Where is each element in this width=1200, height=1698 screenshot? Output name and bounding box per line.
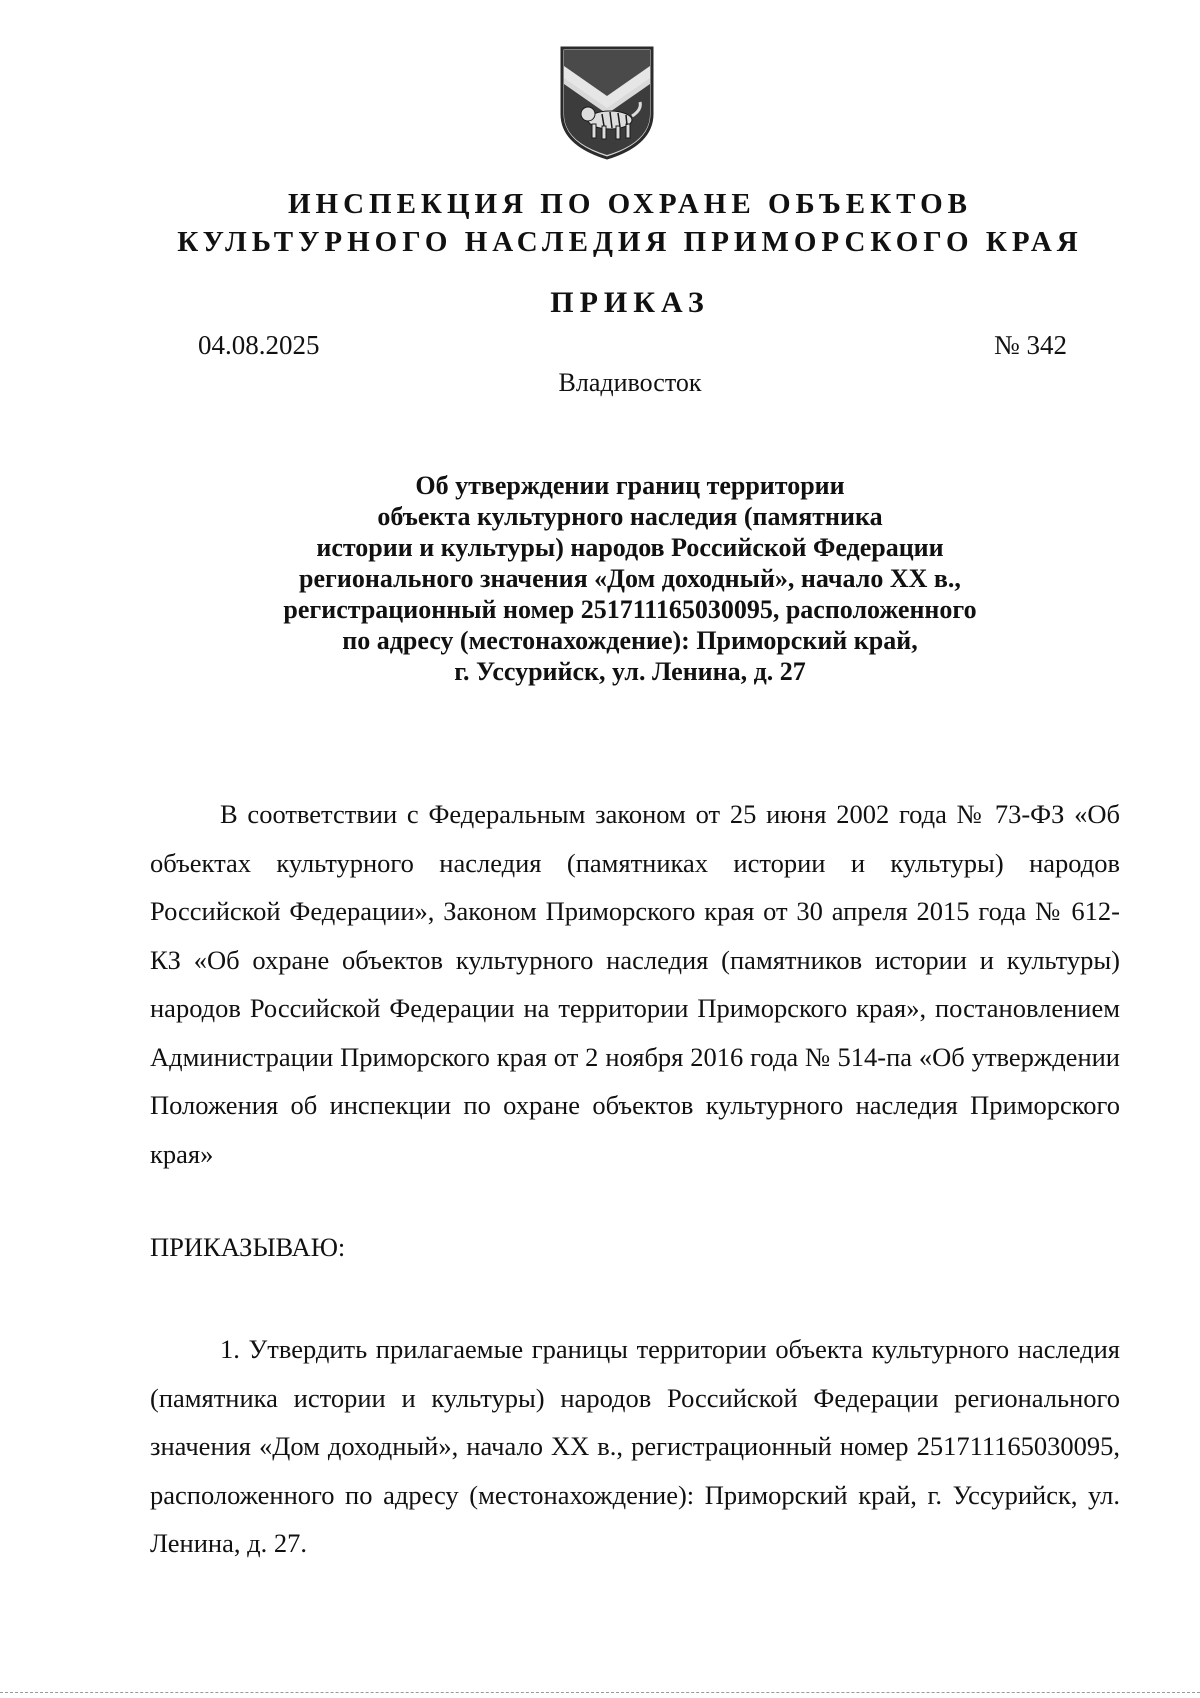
organization-name-line1: ИНСПЕКЦИЯ ПО ОХРАНЕ ОБЪЕКТОВ <box>287 188 973 220</box>
order-item-1: 1. Утвердить прилагаемые границы территории объекта культурного наследия (памятника истории и культуры) народов Российской Федерации регионального значения «Дом доходный», начало XX в., регистрационный номер 251711165030095, расположенного по адресу (местонахождение): Приморский край, г. Уссурийск, ул. Ленина, д. 27. <box>150 1334 1120 1558</box>
title-line: по адресу (местонахождение): Приморский край, <box>342 626 918 655</box>
primorsky-krai-coat-of-arms-icon <box>558 44 656 162</box>
preamble-paragraph: В соответствии с Федеральным законом от 25 июня 2002 года № 73-ФЗ «Об объектах культурного наследия (памятниках истории и культуры) народов Российской Федерации», Законом Приморского края от 30 апреля 2015 года № 612-КЗ «Об охране объектов культурного наследия (памятников истории и культуры) народов Российской Федерации на территории Приморского края», постановлением Администрации Приморского края от 2 ноября 2016 года № 514-па «Об утверждении Положения об инспекции по охране объектов культурного наследия Приморского края» <box>150 799 1120 1169</box>
title-line: Об утверждении границ территории <box>415 471 845 500</box>
document-type: ПРИКАЗ <box>550 286 710 319</box>
document-title <box>230 470 1030 687</box>
organization-name-line2: КУЛЬТУРНОГО НАСЛЕДИЯ ПРИМОРСКОГО КРАЯ <box>177 226 1083 258</box>
title-line: регионального значения «Дом доходный», начало XX в., <box>299 564 961 593</box>
order-heading: ПРИКАЗЫВАЮ: <box>150 1232 346 1262</box>
title-line: истории и культуры) народов Российской Федерации <box>316 533 944 562</box>
title-line: объекта культурного наследия (памятника <box>377 502 883 531</box>
title-line: регистрационный номер 251711165030095, расположенного <box>283 595 977 624</box>
document-place: Владивосток <box>558 368 702 397</box>
document-number: № 342 <box>993 330 1067 360</box>
page-bottom-edge <box>0 1692 1200 1693</box>
title-line: г. Уссурийск, ул. Ленина, д. 27 <box>454 657 806 686</box>
document-date: 04.08.2025 <box>198 330 320 360</box>
